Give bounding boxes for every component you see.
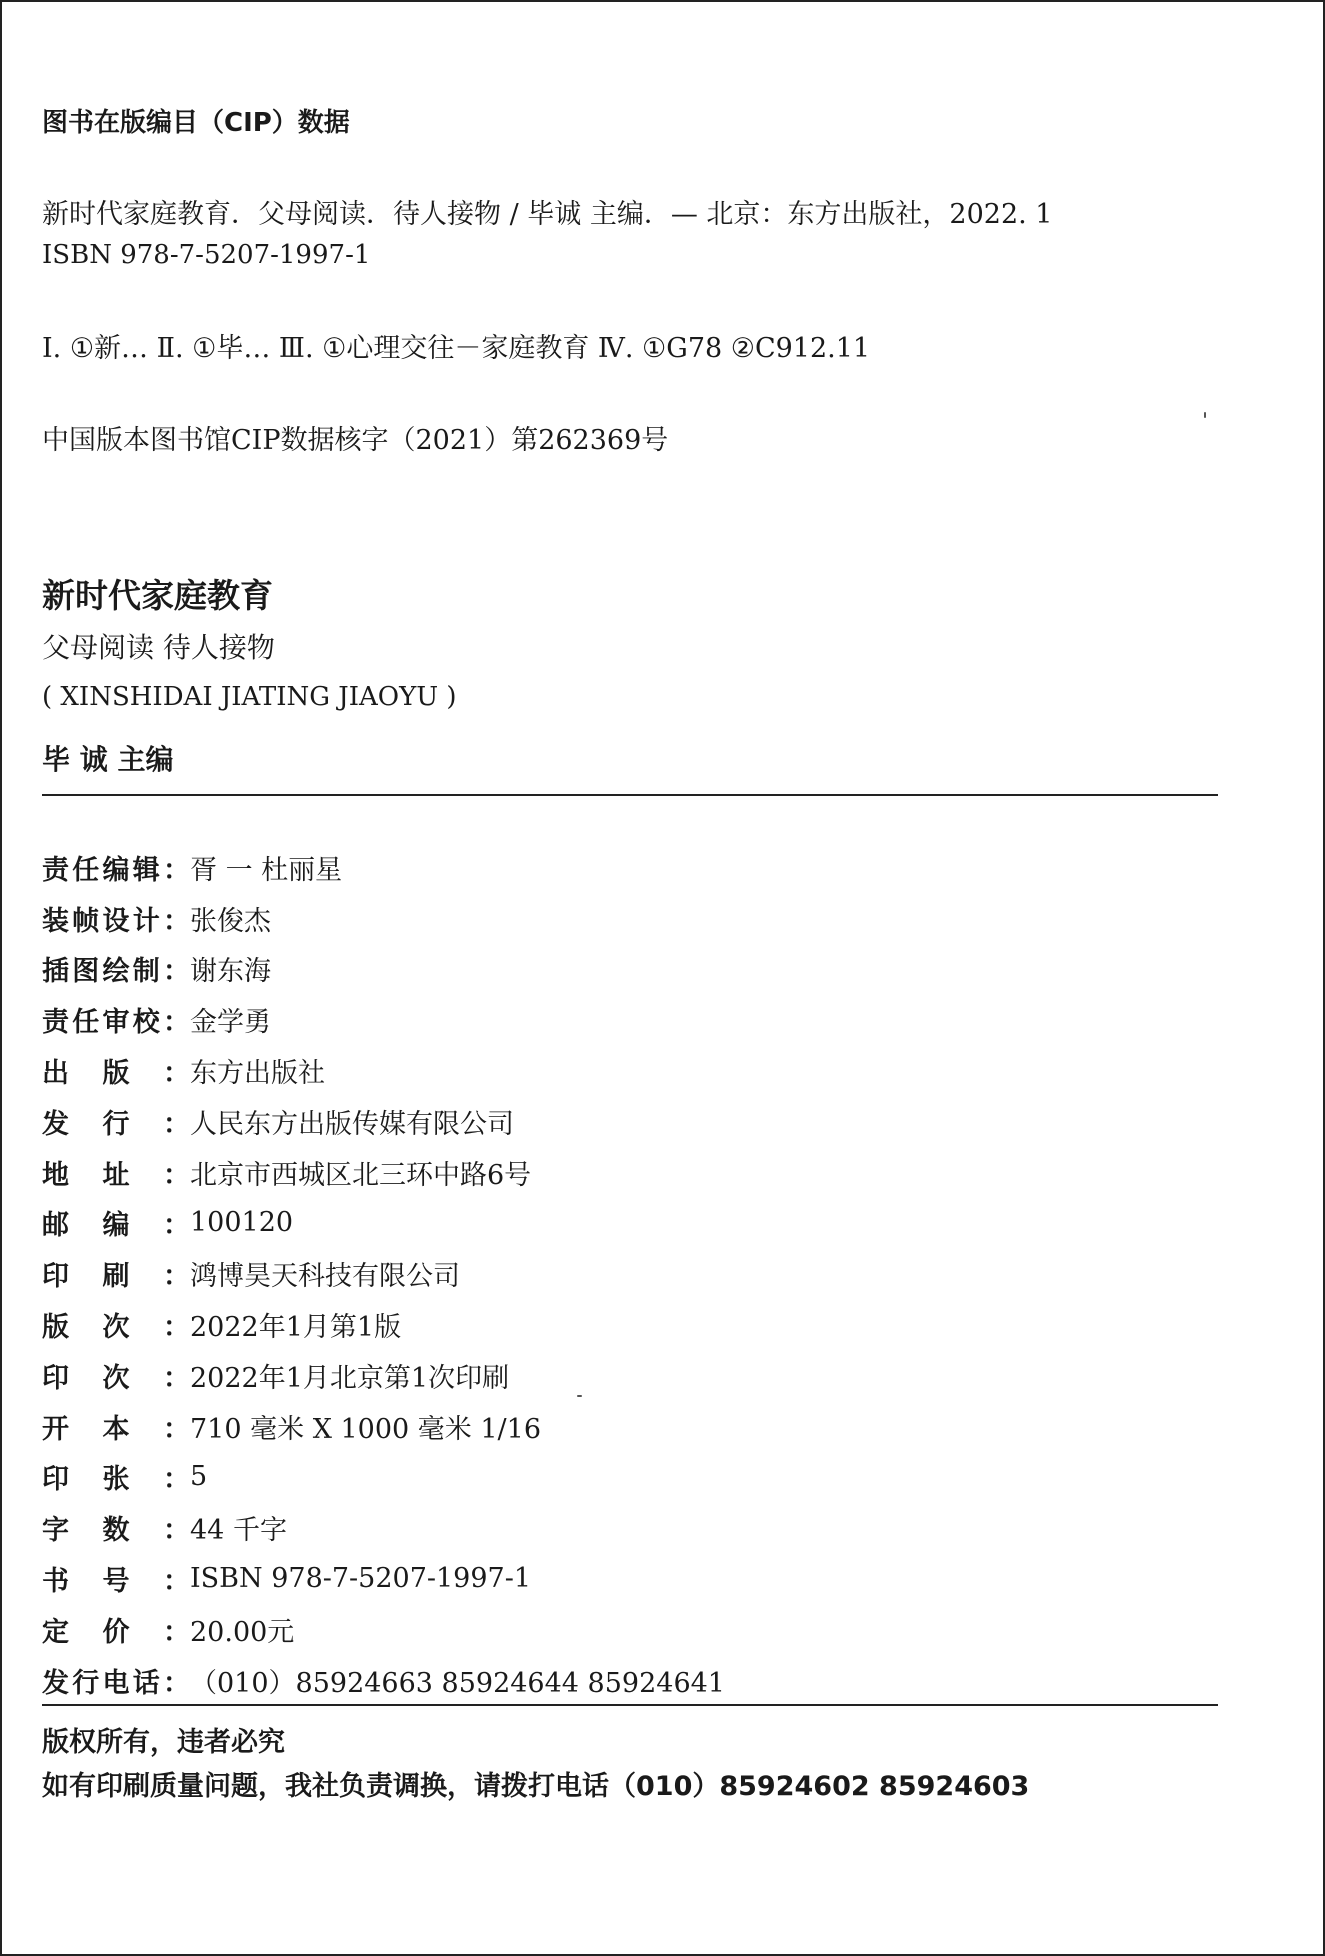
info-label-char: 次 — [102, 1362, 130, 1394]
info-label — [42, 1407, 190, 1446]
info-label-char: 制 — [132, 956, 160, 988]
info-label-char: 址 — [102, 1159, 130, 1191]
info-label-char: 印 — [42, 1261, 69, 1293]
info-value: 谢东海 — [190, 956, 271, 988]
replacement-notice: 如有印刷质量问题，我社负责调换，请拨打电话（010）85924602 85924603 — [42, 1771, 1030, 1802]
info-label — [42, 1661, 190, 1700]
info-label-char: 地 — [42, 1159, 69, 1191]
info-value: 2022年1月第1版 — [190, 1312, 402, 1344]
info-label-separator: ： — [163, 1261, 190, 1293]
info-value: （010）85924663 85924644 85924641 — [190, 1667, 725, 1699]
info-value: ISBN 978-7-5207-1997-1 — [190, 1563, 532, 1595]
info-label-char: 图 — [72, 956, 100, 988]
info-label-separator: ： — [163, 1515, 190, 1547]
info-label-separator: ： — [163, 1413, 190, 1445]
info-label-separator: ： — [163, 956, 190, 988]
info-label-separator: ： — [163, 905, 190, 937]
info-label — [42, 1610, 190, 1649]
info-value: 东方出版社 — [190, 1058, 325, 1090]
cip-record-number: 中国版本图书馆CIP数据核字（2021）第262369号 — [42, 425, 669, 456]
info-label-separator: ： — [163, 1566, 190, 1598]
info-label-char: 邮 — [42, 1210, 69, 1242]
info-label-separator: ： — [163, 1210, 190, 1242]
info-value: 人民东方出版传媒有限公司 — [190, 1108, 514, 1140]
info-value: 鸿博昊天科技有限公司 — [190, 1261, 460, 1293]
cip-bibliographic-line: 新时代家庭教育．父母阅读．待人接物 / 毕诚 主编．— 北京：东方出版社，2022. 1 — [42, 199, 1053, 230]
info-label-char: 编 — [102, 1210, 130, 1242]
info-label-char: 插 — [42, 956, 69, 988]
cip-heading: 图书在版编目（CIP）数据 — [42, 108, 350, 138]
info-label-char: 出 — [42, 1058, 69, 1090]
info-label — [42, 1254, 190, 1293]
info-label — [42, 1000, 190, 1039]
info-label-char: 张 — [102, 1464, 130, 1496]
info-label-char: 发 — [42, 1667, 69, 1699]
info-label-separator: ： — [163, 1362, 190, 1394]
info-value: 44 千字 — [190, 1515, 287, 1547]
info-row — [42, 1147, 725, 1198]
copyright-notice: 版权所有，违者必究 — [42, 1727, 285, 1758]
info-label-char: 装 — [42, 905, 69, 937]
book-pinyin-title: ( XINSHIDAI JIATING JIAOYU ) — [42, 682, 457, 712]
info-label-char: 电 — [102, 1667, 130, 1699]
info-row — [42, 1096, 725, 1147]
info-row — [42, 994, 725, 1045]
info-row — [42, 1604, 725, 1655]
info-label — [42, 1102, 190, 1141]
scan-speck — [1204, 412, 1206, 418]
info-row — [42, 1350, 725, 1401]
divider-top — [42, 794, 1218, 796]
info-label-char: 责 — [42, 1007, 69, 1039]
info-label-char: 版 — [42, 1312, 69, 1344]
info-row — [42, 1401, 725, 1452]
info-label-char: 刷 — [102, 1261, 130, 1293]
info-label — [42, 899, 190, 938]
info-label-char: 本 — [102, 1413, 130, 1445]
info-label — [42, 949, 190, 988]
info-value: 张俊杰 — [190, 905, 271, 937]
info-row — [42, 1502, 725, 1553]
info-label — [42, 1356, 190, 1395]
info-label-separator: ： — [163, 1616, 190, 1648]
info-label-char: 编 — [102, 854, 130, 886]
info-row — [42, 1299, 725, 1350]
info-label-char: 号 — [102, 1566, 130, 1598]
info-label-char: 字 — [42, 1515, 69, 1547]
info-label-separator: ： — [163, 1159, 190, 1191]
info-row — [42, 1248, 725, 1299]
info-row — [42, 1655, 725, 1706]
info-label — [42, 1559, 190, 1598]
info-value: 100120 — [190, 1207, 294, 1239]
info-label-char: 价 — [102, 1616, 130, 1648]
info-label — [42, 1153, 190, 1192]
info-label — [42, 1457, 190, 1496]
info-label-separator: ： — [163, 1667, 190, 1699]
info-label — [42, 1305, 190, 1344]
info-label — [42, 1508, 190, 1547]
info-label-char: 印 — [42, 1464, 69, 1496]
info-label — [42, 1203, 190, 1242]
publication-info-list — [42, 842, 725, 1706]
info-label — [42, 1051, 190, 1090]
info-label-char: 行 — [102, 1108, 130, 1140]
info-label-char: 话 — [132, 1667, 160, 1699]
info-row — [42, 1198, 725, 1249]
info-value: 胥 一 杜丽星 — [190, 854, 343, 886]
info-row — [42, 1553, 725, 1604]
info-label-char: 校 — [132, 1007, 160, 1039]
info-value: 北京市西城区北三环中路6号 — [190, 1159, 532, 1191]
info-row — [42, 842, 725, 893]
info-label-separator: ： — [163, 1464, 190, 1496]
info-label-char: 责 — [42, 854, 69, 886]
info-label-char: 发 — [42, 1108, 69, 1140]
info-label-char: 审 — [102, 1007, 130, 1039]
info-row — [42, 1045, 725, 1096]
info-label-char: 计 — [132, 905, 160, 937]
info-label-separator: ： — [163, 854, 190, 886]
info-label-char: 数 — [102, 1515, 130, 1547]
info-label-char: 书 — [42, 1566, 69, 1598]
info-label-char: 帧 — [72, 905, 100, 937]
info-label-char: 行 — [72, 1667, 100, 1699]
info-row — [42, 1452, 725, 1503]
info-label-char: 绘 — [102, 956, 130, 988]
book-editor: 毕 诚 主编 — [42, 743, 174, 776]
cip-classification: Ⅰ. ①新… Ⅱ. ①毕… Ⅲ. ①心理交往－家庭教育 Ⅳ. ①G78 ②C912.11 — [42, 333, 871, 364]
info-value: 金学勇 — [190, 1007, 271, 1039]
info-label-char: 版 — [102, 1058, 130, 1090]
info-row — [42, 893, 725, 944]
scan-speck — [577, 1395, 582, 1397]
info-label-char: 任 — [72, 1007, 100, 1039]
info-value: 20.00元 — [190, 1616, 295, 1648]
info-value: 2022年1月北京第1次印刷 — [190, 1362, 510, 1394]
info-label-char: 任 — [72, 854, 100, 886]
info-row — [42, 944, 725, 995]
info-label-char: 开 — [42, 1413, 69, 1445]
info-label-separator: ： — [163, 1007, 190, 1039]
divider-bottom — [42, 1704, 1218, 1706]
info-label-char: 设 — [102, 905, 130, 937]
book-subtitle: 父母阅读 待人接物 — [42, 631, 275, 664]
info-label-char: 辑 — [132, 854, 160, 886]
info-label-separator: ： — [163, 1108, 190, 1140]
book-title: 新时代家庭教育 — [42, 576, 273, 615]
info-label-separator: ： — [163, 1312, 190, 1344]
info-label-char: 印 — [42, 1362, 69, 1394]
info-label — [42, 848, 190, 887]
info-label-separator: ： — [163, 1058, 190, 1090]
info-label-char: 次 — [102, 1312, 130, 1344]
cip-isbn: ISBN 978-7-5207-1997-1 — [42, 240, 371, 270]
info-value: 710 毫米 X 1000 毫米 1/16 — [190, 1413, 542, 1445]
info-label-char: 定 — [42, 1616, 69, 1648]
info-value: 5 — [190, 1461, 208, 1493]
